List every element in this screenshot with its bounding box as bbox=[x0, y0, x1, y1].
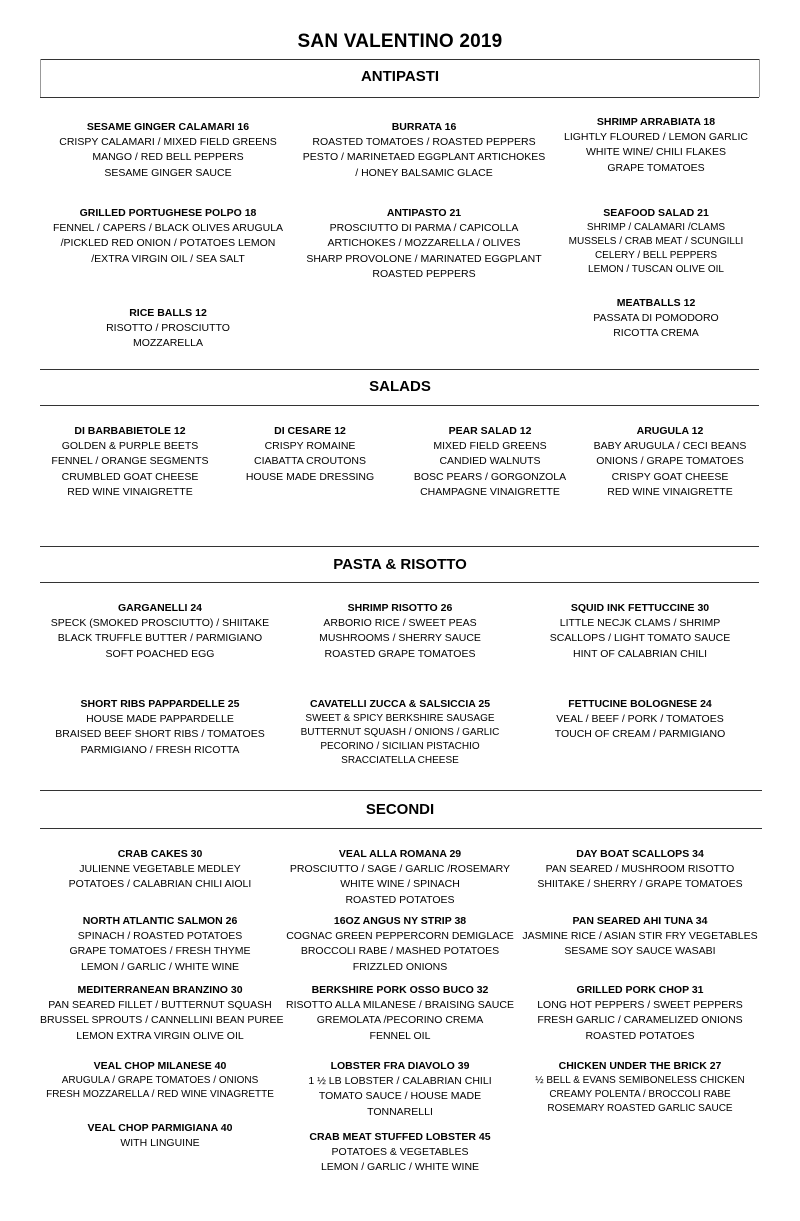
menu-item-seafood-salad bbox=[544, 206, 768, 277]
menu-item-pork-osso-buco bbox=[280, 983, 520, 1044]
item-desc-line: SPINACH / ROASTED POTATOES bbox=[77, 930, 243, 943]
item-desc-line: PASSATA DI POMODORO bbox=[593, 312, 719, 325]
menu-item-veal-chop-milanese bbox=[40, 1059, 280, 1102]
item-desc-line: ARUGULA / GRAPE TOMATOES / ONIONS bbox=[61, 1075, 259, 1087]
item-desc-line: GOLDEN & PURPLE BEETS bbox=[61, 440, 199, 453]
item-desc-line: FRESH GARLIC / CARAMELIZED ONIONS bbox=[537, 1014, 743, 1027]
item-desc-line: SHRIMP / CALAMARI /CLAMS bbox=[586, 222, 726, 234]
item-desc-line: RISOTTO ALLA MILANESE / BRAISING SAUCE bbox=[286, 999, 514, 1012]
item-desc-line: ROSEMARY ROASTED GARLIC SAUCE bbox=[547, 1103, 733, 1115]
item-desc-line: RED WINE VINAIGRETTE bbox=[607, 485, 733, 498]
item-desc-line: TOUCH OF CREAM / PARMIGIANO bbox=[554, 728, 726, 741]
item-desc-line: ½ BELL & EVANS SEMIBONELESS CHICKEN bbox=[535, 1075, 745, 1087]
item-desc-line: LEMON EXTRA VIRGIN OLIVE OIL bbox=[76, 1029, 244, 1042]
item-desc-line: TOMATO SAUCE / HOUSE MADE bbox=[318, 1090, 482, 1103]
item-desc-line: / HONEY BALSAMIC GLACE bbox=[355, 166, 493, 179]
item-desc-line: MUSSELS / CRAB MEAT / SCUNGILLI bbox=[568, 236, 744, 248]
item-name: DI CESARE 12 bbox=[274, 425, 346, 437]
item-name: PEAR SALAD 12 bbox=[448, 425, 532, 437]
item-desc-line: ROASTED TOMATOES / ROASTED PEPPERS bbox=[312, 136, 536, 149]
item-desc-line: PAN SEARED / MUSHROOM RISOTTO bbox=[545, 863, 735, 876]
menu-item-veal-chop-parmigiana bbox=[40, 1121, 280, 1151]
item-desc-line: BABY ARUGULA / CECI BEANS bbox=[593, 440, 747, 453]
item-desc-line: SRACCIATELLA CHEESE bbox=[341, 755, 459, 767]
item-desc-line: RISOTTO / PROSCIUTTO bbox=[106, 322, 230, 335]
item-desc-line: MANGO / RED BELL PEPPERS bbox=[92, 151, 244, 164]
item-desc-line: SHARP PROVOLONE / MARINATED EGGPLANT bbox=[306, 252, 542, 265]
item-desc-line: CREAMY POLENTA / BROCCOLI RABE bbox=[549, 1089, 731, 1101]
menu-item-crab-stuffed-lobster bbox=[280, 1130, 520, 1176]
item-desc-line: PAN SEARED FILLET / BUTTERNUT SQUASH bbox=[48, 999, 272, 1012]
item-desc-line: CANDIED WALNUTS bbox=[439, 455, 541, 468]
item-desc-line: MOZZARELLA bbox=[132, 337, 203, 350]
item-desc-line: BRUSSEL SPROUTS / CANNELLINI BEAN PUREE bbox=[40, 1014, 284, 1027]
menu-item-garganelli bbox=[40, 601, 280, 662]
item-name: SHORT RIBS PAPPARDELLE 25 bbox=[80, 698, 240, 710]
item-desc-line: LITTLE NECJK CLAMS / SHRIMP bbox=[559, 617, 721, 630]
menu-item-north-atlantic-salmon bbox=[40, 914, 280, 975]
menu-item-mediterranean-branzino bbox=[40, 983, 284, 1044]
item-desc-line: POTATOES & VEGETABLES bbox=[331, 1146, 469, 1159]
item-desc-line: SESAME SOY SAUCE WASABI bbox=[564, 945, 716, 958]
pasta-bottom-rule bbox=[40, 582, 759, 583]
section-title-secondi: SECONDI bbox=[365, 801, 435, 818]
item-desc-line: SCALLOPS / LIGHT TOMATO SAUCE bbox=[549, 632, 731, 645]
item-name: SQUID INK FETTUCCINE 30 bbox=[570, 602, 710, 614]
item-desc-line: FENNEL OIL bbox=[369, 1029, 431, 1042]
item-desc-line: MIXED FIELD GREENS bbox=[433, 440, 547, 453]
item-name: FETTUCINE BOLOGNESE 24 bbox=[568, 698, 712, 710]
item-desc-line: ARBORIO RICE / SWEET PEAS bbox=[323, 617, 477, 630]
section-title-pasta-risotto: PASTA & RISOTTO bbox=[333, 556, 467, 573]
item-desc-line: ONIONS / GRAPE TOMATOES bbox=[596, 455, 744, 468]
menu-item-short-ribs-pappardelle bbox=[40, 697, 280, 758]
menu-item-squid-ink-fettuccine bbox=[520, 601, 760, 662]
item-name: CRAB MEAT STUFFED LOBSTER 45 bbox=[309, 1131, 491, 1143]
menu-item-meatballs bbox=[544, 296, 768, 342]
item-name: CRAB CAKES 30 bbox=[117, 848, 203, 860]
item-desc-line: CRISPY ROMAINE bbox=[264, 440, 356, 453]
secondi-bottom-rule bbox=[40, 828, 762, 829]
menu-item-shrimp-arrabiata bbox=[544, 115, 768, 176]
item-desc-line: BRAISED BEEF SHORT RIBS / TOMATOES bbox=[55, 728, 265, 741]
item-name: BERKSHIRE PORK OSSO BUCO 32 bbox=[311, 984, 489, 996]
item-name: PAN SEARED AHI TUNA 34 bbox=[572, 915, 708, 927]
item-desc-line: HINT OF CALABRIAN CHILI bbox=[573, 647, 707, 660]
item-desc-line: PARMIGIANO / FRESH RICOTTA bbox=[80, 743, 240, 756]
item-desc-line: COGNAC GREEN PEPPERCORN DEMIGLACE bbox=[286, 930, 514, 943]
salads-top-rule bbox=[40, 369, 759, 370]
item-name: GARGANELLI 24 bbox=[117, 602, 202, 614]
item-desc-line: LIGHTLY FLOURED / LEMON GARLIC bbox=[564, 131, 748, 144]
item-desc-line: SHIITAKE / SHERRY / GRAPE TOMATOES bbox=[537, 878, 743, 891]
item-name: 16OZ ANGUS NY STRIP 38 bbox=[333, 915, 467, 927]
item-desc-line: FRESH MOZZARELLA / RED WINE VINAGRETTE bbox=[46, 1089, 274, 1101]
item-desc-line: FRIZZLED ONIONS bbox=[352, 960, 448, 973]
menu-item-arugula bbox=[580, 424, 760, 500]
item-name: MEDITERRANEAN BRANZINO 30 bbox=[77, 984, 243, 996]
item-name: CHICKEN UNDER THE BRICK 27 bbox=[558, 1060, 722, 1072]
item-name: VEAL CHOP PARMIGIANA 40 bbox=[87, 1122, 233, 1134]
pasta-top-rule bbox=[40, 546, 759, 547]
item-desc-line: CRISPY GOAT CHEESE bbox=[611, 470, 729, 483]
item-name: ANTIPASTO 21 bbox=[386, 207, 462, 219]
item-desc-line: GREMOLATA /PECORINO CREMA bbox=[316, 1014, 484, 1027]
item-desc-line: HOUSE MADE PAPPARDELLE bbox=[86, 713, 234, 726]
section-title-salads: SALADS bbox=[369, 378, 431, 395]
item-desc-line: CRUMBLED GOAT CHEESE bbox=[61, 470, 199, 483]
item-desc-line: JULIENNE VEGETABLE MEDLEY bbox=[79, 863, 241, 876]
item-desc-line: LEMON / TUSCAN OLIVE OIL bbox=[588, 264, 724, 276]
item-desc-line: PECORINO / SICILIAN PISTACHIO bbox=[320, 741, 480, 753]
item-desc-line: HOUSE MADE DRESSING bbox=[245, 470, 375, 483]
item-desc-line: PROSCIUTTO / SAGE / GARLIC /ROSEMARY bbox=[289, 863, 511, 876]
item-name: SESAME GINGER CALAMARI 16 bbox=[86, 121, 250, 133]
item-desc-line: LEMON / GARLIC / WHITE WINE bbox=[80, 960, 240, 973]
item-name: RICE BALLS 12 bbox=[129, 307, 207, 319]
item-name: DAY BOAT SCALLOPS 34 bbox=[576, 848, 704, 860]
item-name: MEATBALLS 12 bbox=[616, 297, 696, 309]
menu-item-ahi-tuna bbox=[520, 914, 760, 960]
menu-title: SAN VALENTINO 2019 bbox=[297, 31, 503, 52]
menu-item-rice-balls bbox=[40, 306, 296, 352]
item-desc-line: WITH LINGUINE bbox=[120, 1137, 200, 1150]
menu-item-burrata bbox=[296, 120, 552, 181]
item-desc-line: BROCCOLI RABE / MASHED POTATOES bbox=[300, 945, 500, 958]
menu-item-lobster-fra-diavolo bbox=[280, 1059, 520, 1120]
menu-item-angus-ny-strip bbox=[280, 914, 520, 975]
menu-item-chicken-under-the-brick bbox=[520, 1059, 760, 1116]
item-name: BURRATA 16 bbox=[391, 121, 457, 133]
item-desc-line: ROASTED PEPPERS bbox=[372, 267, 476, 280]
menu-item-fettucine-bolognese bbox=[520, 697, 760, 743]
menu-item-cavatelli bbox=[280, 697, 520, 768]
item-name: VEAL CHOP MILANESE 40 bbox=[93, 1060, 227, 1072]
item-name: DI BARBABIETOLE 12 bbox=[74, 425, 186, 437]
item-desc-line: BUTTERNUT SQUASH / ONIONS / GARLIC bbox=[300, 727, 500, 739]
item-desc-line: TONNARELLI bbox=[367, 1105, 433, 1118]
item-desc-line: GRAPE TOMATOES / FRESH THYME bbox=[69, 945, 251, 958]
item-desc-line: LONG HOT PEPPERS / SWEET PEPPERS bbox=[537, 999, 743, 1012]
item-desc-line: ROASTED GRAPE TOMATOES bbox=[324, 647, 476, 660]
item-desc-line: SWEET & SPICY BERKSHIRE SAUSAGE bbox=[305, 713, 495, 725]
item-desc-line: GRAPE TOMATOES bbox=[607, 161, 705, 174]
item-desc-line: SOFT POACHED EGG bbox=[105, 647, 215, 660]
item-desc-line: CELERY / BELL PEPPERS bbox=[594, 250, 718, 262]
item-desc-line: ARTICHOKES / MOZZARELLA / OLIVES bbox=[327, 237, 521, 250]
item-desc-line: PROSCIUTTO DI PARMA / CAPICOLLA bbox=[329, 222, 519, 235]
item-name: NORTH ATLANTIC SALMON 26 bbox=[82, 915, 238, 927]
item-name: ARUGULA 12 bbox=[636, 425, 704, 437]
item-desc-line: CHAMPAGNE VINAIGRETTE bbox=[420, 485, 560, 498]
item-desc-line: /EXTRA VIRGIN OIL / SEA SALT bbox=[91, 252, 245, 265]
item-name: SHRIMP ARRABIATA 18 bbox=[596, 116, 716, 128]
item-desc-line: WHITE WINE/ CHILI FLAKES bbox=[585, 146, 727, 159]
item-desc-line: CIABATTA CROUTONS bbox=[253, 455, 366, 468]
menu-item-pear-salad bbox=[400, 424, 580, 500]
item-desc-line: 1 ½ LB LOBSTER / CALABRIAN CHILI bbox=[308, 1075, 492, 1088]
item-desc-line: RED WINE VINAIGRETTE bbox=[67, 485, 193, 498]
item-desc-line: SPECK (SMOKED PROSCIUTTO) / SHIITAKE bbox=[50, 617, 270, 630]
secondi-top-rule bbox=[40, 790, 762, 791]
item-desc-line: BLACK TRUFFLE BUTTER / PARMIGIANO bbox=[57, 632, 263, 645]
menu-item-di-barbabietole bbox=[40, 424, 220, 500]
item-desc-line: CRISPY CALAMARI / MIXED FIELD GREENS bbox=[59, 136, 277, 149]
item-desc-line: LEMON / GARLIC / WHITE WINE bbox=[320, 1161, 480, 1174]
menu-item-di-cesare bbox=[220, 424, 400, 485]
item-desc-line: RICOTTA CREMA bbox=[613, 327, 699, 340]
item-desc-line: ROASTED POTATOES bbox=[345, 893, 455, 906]
antipasti-top-rule bbox=[40, 59, 759, 60]
menu-item-day-boat-scallops bbox=[520, 847, 760, 893]
salads-bottom-rule bbox=[40, 405, 759, 406]
item-desc-line: JASMINE RICE / ASIAN STIR FRY VEGETABLES bbox=[522, 930, 758, 943]
item-name: CAVATELLI ZUCCA & SALSICCIA 25 bbox=[309, 698, 491, 710]
item-desc-line: FENNEL / CAPERS / BLACK OLIVES ARUGULA bbox=[52, 222, 284, 235]
menu-item-shrimp-risotto bbox=[280, 601, 520, 662]
item-name: LOBSTER FRA DIAVOLO 39 bbox=[330, 1060, 470, 1072]
menu-item-grilled-polpo bbox=[40, 206, 296, 267]
item-desc-line: ROASTED POTATOES bbox=[585, 1029, 695, 1042]
item-desc-line: /PICKLED RED ONION / POTATOES LEMON bbox=[60, 237, 276, 250]
item-name: GRILLED PORTUGHESE POLPO 18 bbox=[79, 207, 257, 219]
section-title-antipasti: ANTIPASTI bbox=[360, 68, 440, 85]
item-desc-line: VEAL / BEEF / PORK / TOMATOES bbox=[556, 713, 724, 726]
item-desc-line: WHITE WINE / SPINACH bbox=[340, 878, 460, 891]
menu-item-veal-alla-romana bbox=[280, 847, 520, 908]
item-desc-line: BOSC PEARS / GORGONZOLA bbox=[413, 470, 567, 483]
menu-item-antipasto bbox=[296, 206, 552, 282]
item-desc-line: POTATOES / CALABRIAN CHILI AIOLI bbox=[68, 878, 252, 891]
item-name: SEAFOOD SALAD 21 bbox=[603, 207, 709, 219]
item-desc-line: PESTO / MARINETAED EGGPLANT ARTICHOKES bbox=[302, 151, 546, 164]
antipasti-bottom-rule bbox=[40, 97, 759, 98]
item-name: VEAL ALLA ROMANA 29 bbox=[338, 848, 462, 860]
item-desc-line: SESAME GINGER SAUCE bbox=[104, 166, 232, 179]
item-desc-line: FENNEL / ORANGE SEGMENTS bbox=[51, 455, 209, 468]
menu-item-grilled-pork-chop bbox=[520, 983, 760, 1044]
item-name: GRILLED PORK CHOP 31 bbox=[576, 984, 704, 996]
item-name: SHRIMP RISOTTO 26 bbox=[347, 602, 453, 614]
menu-item-crab-cakes bbox=[40, 847, 280, 893]
menu-item-sesame-ginger-calamari bbox=[40, 120, 296, 181]
item-desc-line: MUSHROOMS / SHERRY SAUCE bbox=[319, 632, 481, 645]
